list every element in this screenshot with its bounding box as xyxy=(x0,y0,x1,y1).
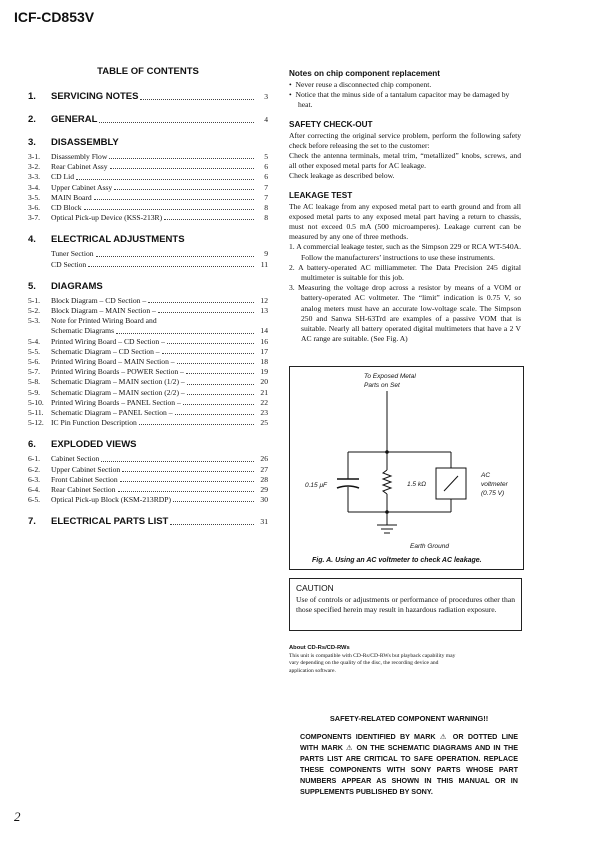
toc-entry-text: Printed Wiring Boards – PANEL Section – xyxy=(51,397,181,407)
toc-entry xyxy=(28,213,268,223)
toc-entry-text: Front Cabinet Section xyxy=(51,474,118,484)
toc-entry-page: 13 xyxy=(260,306,268,316)
toc-entry xyxy=(28,388,268,398)
toc-entry xyxy=(28,326,268,336)
toc-section-number: 2. xyxy=(28,114,36,125)
toc-entry xyxy=(28,485,268,495)
toc-entry-number: 5-6. xyxy=(28,357,41,367)
toc-section-title: EXPLODED VIEWS xyxy=(51,439,137,451)
chip-note-2: • Notice that the minus side of a tantalum capacitor may be damaged by heat. xyxy=(289,90,510,110)
toc-section xyxy=(28,234,268,269)
toc-section-number: 7. xyxy=(28,516,36,528)
toc-entry-text: CD Section xyxy=(51,259,87,269)
toc-section-title: ELECTRICAL ADJUSTMENTS xyxy=(51,234,185,246)
toc-section-number: 6. xyxy=(28,439,36,451)
toc-entry-number: 5-1. xyxy=(28,295,41,305)
toc-entry xyxy=(28,408,268,418)
toc-entry-text: Schematic Diagram – MAIN section (2/2) – xyxy=(51,387,185,397)
toc-entry-number: 5-9. xyxy=(28,387,41,397)
toc-section-page: 31 xyxy=(260,517,268,527)
toc-entry-number: 6-2. xyxy=(28,464,41,474)
safety-checkout-p3: Check leakage as described below. xyxy=(289,171,395,181)
toc-entry-text: Tuner Section xyxy=(51,249,94,259)
toc-entry xyxy=(28,465,268,475)
toc-section-heading xyxy=(28,234,268,246)
toc-entry-text: Printed Wiring Boards – POWER Section – xyxy=(51,367,184,377)
toc-section-title: ELECTRICAL PARTS LIST xyxy=(51,516,169,528)
toc-entry-number xyxy=(28,260,51,270)
toc-entry-text: Printed Wiring Board – CD Section – xyxy=(51,336,165,346)
toc-entry-text: Cabinet Section xyxy=(51,454,100,464)
safety-checkout-heading: SAFETY CHECK-OUT xyxy=(289,119,373,129)
toc-section-title: DISASSEMBLY xyxy=(51,137,119,148)
toc-entry-number: 5-11. xyxy=(28,408,44,418)
toc-entry xyxy=(28,183,268,193)
toc-entry-text: IC Pin Function Description xyxy=(51,418,137,428)
toc-entry-page: 7 xyxy=(264,192,268,202)
toc-entry-page: 5 xyxy=(264,152,268,161)
toc-entry-page: 25 xyxy=(260,418,268,428)
toc-entry xyxy=(28,172,268,182)
toc-section-heading xyxy=(28,91,268,103)
toc-entry xyxy=(28,203,268,213)
toc-section xyxy=(28,137,268,223)
toc-entry-text: Block Diagram – CD Section – xyxy=(51,295,147,305)
toc-entry-text: Rear Cabinet Assy xyxy=(51,162,108,172)
toc-body xyxy=(28,91,268,528)
node-top xyxy=(385,450,389,454)
toc-entry xyxy=(28,316,268,326)
toc-entry-text: Optical Pick-up Device (KSS-213R) xyxy=(51,213,163,223)
toc-entry xyxy=(28,377,268,387)
label-meter-3: (0.75 V) xyxy=(481,490,505,497)
voltmeter-needle xyxy=(444,476,458,491)
model-title: ICF-CD853V xyxy=(14,9,95,25)
caution-title: CAUTION xyxy=(296,583,334,593)
toc-entry xyxy=(28,418,268,428)
toc-entry-text: Upper Cabinet Section xyxy=(51,464,121,474)
notes-column xyxy=(289,69,521,344)
toc-entry-page: 14 xyxy=(260,326,268,336)
toc-section-heading xyxy=(28,114,268,126)
toc-entry xyxy=(28,260,268,270)
toc-entry-number: 5-4. xyxy=(28,336,41,346)
label-earth-ground: Earth Ground xyxy=(410,543,450,550)
toc-section xyxy=(28,281,268,429)
toc-entry-text: CD Block xyxy=(51,203,82,213)
leakage-method-3: 3. Measuring the voltage drop across a resistor by means of a VOM or battery-operated AC voltmeter. The “limit” indication is 0.75 V, so analog meters must have an accurate low-voltage scale. The Simpson 250 and Sanwa SH-63Trd are examples of a passive VOM that is suitable. Nearly all battery operated digital multimeters that have a 2 V AC range are suitable. (See Fig. A) xyxy=(289,283,521,344)
circuit-diagram xyxy=(290,367,523,569)
toc-section-heading xyxy=(28,137,268,149)
toc-entry-number xyxy=(28,249,51,259)
toc-entry-number: 5-3. xyxy=(28,316,41,326)
node-bottom xyxy=(385,510,389,514)
toc-entry-number: 5-5. xyxy=(28,346,41,356)
label-meter-2: voltmeter xyxy=(481,481,508,488)
toc-entry-page: 20 xyxy=(260,377,268,387)
toc-entry xyxy=(28,357,268,367)
toc-entry xyxy=(28,249,268,259)
toc-entry-page: 8 xyxy=(264,213,268,223)
toc-entry xyxy=(28,337,268,347)
toc-entry-page: 23 xyxy=(260,408,268,418)
toc-entry-text: Printed Wiring Board – MAIN Section – xyxy=(51,357,175,367)
toc-entry xyxy=(28,347,268,357)
safety-checkout-p1: After correcting the original service problem, perform the following safety check before releasing the set to the customer: xyxy=(289,130,521,150)
toc-entry-text: Optical Pick-up Block (KSM-213RDP) xyxy=(51,495,172,505)
toc-entry-number xyxy=(28,326,51,336)
leakage-method-1: 1. A commercial leakage tester, such as the Simpson 229 or RCA WT-540A. Follow the manufacturers’ instructions to use these instruments. xyxy=(289,242,521,262)
warning-heading: SAFETY-RELATED COMPONENT WARNING!! xyxy=(329,714,489,723)
toc-entry-number: 5-7. xyxy=(28,367,41,377)
toc-title: TABLE OF CONTENTS xyxy=(97,66,199,77)
toc-entry-text: Schematic Diagrams xyxy=(51,326,115,336)
toc-section-title: DIAGRAMS xyxy=(51,280,103,292)
toc-entry-number: 3-3. xyxy=(28,172,41,182)
toc-entry-number: 5-10. xyxy=(28,397,44,407)
toc-entry xyxy=(28,398,268,408)
toc-entry-page: 8 xyxy=(264,203,268,213)
about-text: This unit is compatible with CD-Rs/CD-RWs but playback capability may vary depending on the quality of the disc, the recording device and application software. xyxy=(289,653,456,674)
toc-entry-page: 6 xyxy=(264,172,268,182)
toc-entry-number: 5-12. xyxy=(28,418,44,428)
toc-entry-text: Schematic Diagram – MAIN section (1/2) – xyxy=(51,377,185,387)
toc-entry-page: 27 xyxy=(260,464,268,474)
toc-entry-text: Upper Cabinet Assy xyxy=(51,182,113,192)
figure-caption: Fig. A. Using an AC voltmeter to check AC leakage. xyxy=(312,557,482,564)
toc-section-heading xyxy=(28,281,268,293)
toc-entry-page: 26 xyxy=(260,454,268,464)
about-heading: About CD-Rs/CD-RWs xyxy=(289,645,350,651)
toc-section-heading xyxy=(28,516,268,528)
toc-entry xyxy=(28,152,268,162)
label-capacitor: 0.15 μF xyxy=(305,482,327,489)
toc-entry-text: CD Lid xyxy=(51,172,74,182)
toc-entry-page: 6 xyxy=(264,162,268,172)
toc-entry xyxy=(28,454,268,464)
toc-entry-text: Disassembly Flow xyxy=(51,152,108,161)
chip-note-1: • Never reuse a disconnected chip component. xyxy=(289,80,432,89)
toc-entry-page xyxy=(256,316,268,326)
toc-entry-page: 30 xyxy=(260,495,268,505)
safety-warning xyxy=(300,714,518,797)
toc-section xyxy=(28,114,268,126)
toc-section-number: 5. xyxy=(28,280,36,292)
toc-entry-page: 12 xyxy=(260,295,268,305)
toc-section xyxy=(28,516,268,528)
table-of-contents xyxy=(28,66,268,528)
leakage-method-2: 2. A battery-operated AC milliammeter. The Data Precision 245 digital multimeter is suitable for this job. xyxy=(289,262,521,283)
toc-entry-text: Rear Cabinet Section xyxy=(51,485,116,495)
label-top-2: Parts on Set xyxy=(364,382,400,389)
toc-section-page: 4 xyxy=(264,115,268,124)
label-top-1: To Exposed Metal xyxy=(364,373,416,380)
leakage-test-intro: The AC leakage from any exposed metal part to earth ground and from all exposed metal parts to any exposed metal part having a return to chassis, must not exceed 0.5 mA (500 microamperes). Leakage current can be measured by any one of three methods. xyxy=(289,201,521,242)
toc-entry-text: Block Diagram – MAIN Section – xyxy=(51,306,156,316)
toc-section-number: 1. xyxy=(28,91,36,102)
toc-entry-page: 11 xyxy=(260,259,268,269)
warning-text: COMPONENTS IDENTIFIED BY MARK ⚠ OR DOTTED LINE WITH MARK ⚠ ON THE SCHEMATIC DIAGRAMS AND IN THE PARTS LIST ARE CRITICAL TO SAFE OPERATION. REPLACE THESE COMPONENTS WITH SONY PARTS WHOSE PART NUMBERS APPEAR AS SHOWN IN THIS MANUAL OR IN SUPPLEMENTS PUBLISHED BY SONY. xyxy=(300,732,518,796)
toc-entry-text: Schematic Diagram – PANEL Section – xyxy=(51,408,173,418)
toc-entry-number: 3-5. xyxy=(28,192,41,202)
toc-entry xyxy=(28,306,268,316)
page-number: 2 xyxy=(14,809,21,824)
toc-entry-page: 17 xyxy=(260,346,268,356)
toc-entry-text: MAIN Board xyxy=(51,192,92,202)
toc-entry-number: 5-2. xyxy=(28,306,41,316)
toc-entry-number: 6-5. xyxy=(28,495,41,505)
leakage-test-heading: LEAKAGE TEST xyxy=(289,190,353,200)
toc-entry xyxy=(28,296,268,306)
toc-section-title: SERVICING NOTES xyxy=(51,91,139,102)
toc-entry-page: 22 xyxy=(260,397,268,407)
toc-entry-page: 21 xyxy=(260,387,268,397)
toc-section xyxy=(28,439,268,505)
caution-box xyxy=(289,578,522,631)
toc-section xyxy=(28,91,268,103)
chip-notes-heading: Notes on chip component replacement xyxy=(289,69,441,78)
toc-entry-number: 6-3. xyxy=(28,474,41,484)
about-cdr xyxy=(289,645,459,675)
toc-entry-page: 18 xyxy=(260,357,268,367)
toc-entry-number: 3-7. xyxy=(28,213,41,223)
toc-entry-number: 5-8. xyxy=(28,377,41,387)
toc-entry-page: 28 xyxy=(260,474,268,484)
toc-entry-number: 3-6. xyxy=(28,203,41,213)
leakage-test-figure xyxy=(289,366,524,570)
safety-checkout-p2: Check the antenna terminals, metal trim, “metallized” knobs, screws, and all other exposed metal parts for AC leakage. xyxy=(289,151,521,171)
toc-entry xyxy=(28,367,268,377)
toc-section-number: 4. xyxy=(28,234,36,246)
toc-entry-page: 29 xyxy=(260,485,268,495)
toc-entry-number: 6-1. xyxy=(28,454,41,464)
toc-entry-page: 16 xyxy=(260,336,268,346)
toc-entry xyxy=(28,162,268,172)
toc-section-number: 3. xyxy=(28,137,36,148)
toc-entry xyxy=(28,193,268,203)
toc-entry-text: Schematic Diagram – CD Section – xyxy=(51,346,160,356)
toc-entry-page: 9 xyxy=(264,249,268,259)
toc-entry-number: 3-4. xyxy=(28,182,41,192)
toc-section-title: GENERAL xyxy=(51,114,98,125)
toc-entry-page: 19 xyxy=(260,367,268,377)
toc-entry-text: Note for Printed Wiring Board and xyxy=(51,316,157,326)
toc-entry-number: 3-1. xyxy=(28,152,41,161)
toc-entry-number: 3-2. xyxy=(28,162,41,172)
toc-section-heading xyxy=(28,439,268,451)
toc-entry xyxy=(28,495,268,505)
caution-text: Use of controls or adjustments or performance of procedures other than those specified herein may result in hazardous radiation exposure. xyxy=(296,595,515,615)
toc-entry xyxy=(28,475,268,485)
toc-section-page: 3 xyxy=(264,92,268,101)
resistor xyxy=(383,470,391,494)
toc-entry-number: 6-4. xyxy=(28,485,41,495)
label-resistor: 1.5 kΩ xyxy=(407,481,427,488)
toc-entry-page: 7 xyxy=(264,182,268,192)
label-meter-1: AC xyxy=(481,472,491,479)
